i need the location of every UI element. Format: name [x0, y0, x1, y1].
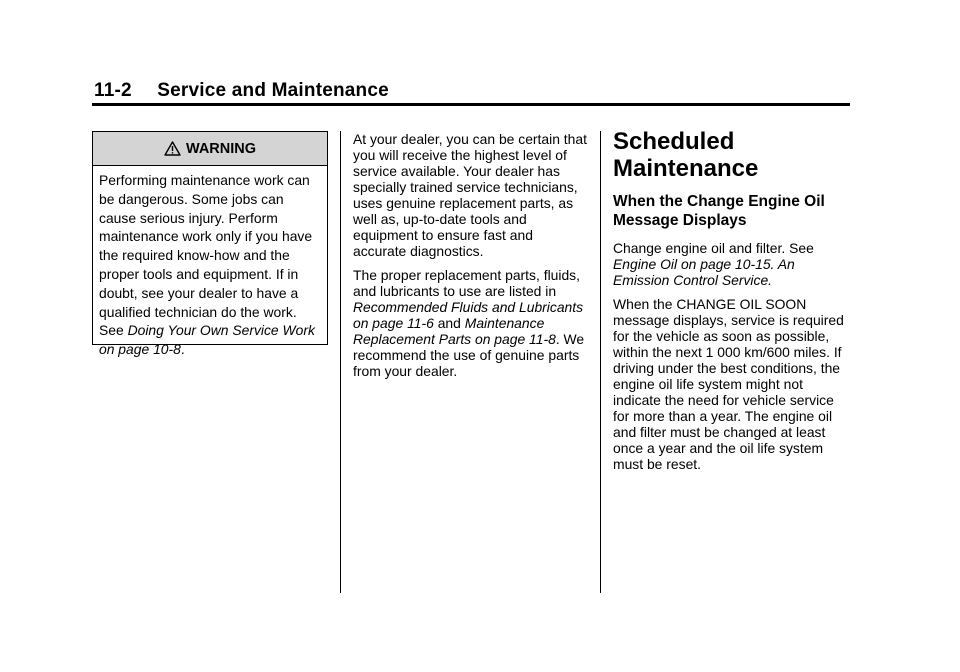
warning-title: WARNING — [185, 140, 257, 157]
column-divider-right — [600, 131, 601, 593]
dealer-paragraph: At your dealer, you can be certain that you will receive the highest level of service available. Your dealer has specially trained service technicians, uses genuine replacement parts, as well as, up-to-date tools and equipment to ensure fast and accurate diagnostics. — [353, 131, 587, 259]
section-title: Service and Maintenance — [157, 80, 389, 101]
page-number: 11-2 — [94, 80, 132, 101]
header-rule — [92, 103, 850, 106]
warning-text: Performing maintenance work can be dangerous. Some jobs can cause serious injury. Perform maintenance work only if you have the required know-how and the proper tools and equipment. If in doubt, see your dealer to have a qualified technician do the work. See Doing Your Own Service Work on page 10-8. — [99, 172, 315, 358]
column-divider-left — [340, 131, 341, 593]
page-header — [94, 80, 389, 102]
warning-box — [92, 131, 328, 358]
parts-reference-link[interactable]: Maintenance Replacement Parts on page 11-8 — [353, 315, 556, 347]
oil-message-paragraph: When the CHANGE OIL SOON message displays, service is required for the vehicle as soon as possible, within the next 1 000 km/600 miles. If driving under the best conditions, the engine oil life system might not indicate the need for vehicle service for more than a year. The engine oil and filter must be changed at least once a year and the oil life system must be reset. — [613, 296, 844, 472]
warning-reference-link[interactable]: Doing Your Own Service Work on page 10-8 — [99, 322, 315, 358]
right-column — [613, 128, 853, 480]
warning-header — [93, 132, 327, 166]
parts-paragraph: The proper replacement parts, fluids, and lubricants to use are listed in Recommended Fluids and Lubricants on page 11-6 and Maintenance Replacement Parts on page 11-8. We recommend the use of genuine parts from your dealer. — [353, 267, 585, 379]
warning-triangle-icon — [164, 141, 181, 156]
middle-column — [353, 131, 589, 387]
oil-change-paragraph: Change engine oil and filter. See Engine Oil on page 10-15. An Emission Control Service. — [613, 240, 814, 288]
engine-oil-reference-link[interactable]: Engine Oil on page 10-15. An Emission Control Service. — [613, 256, 795, 288]
oil-message-subheading: When the Change Engine Oil Message Displays — [613, 193, 825, 229]
fluids-reference-link[interactable]: Recommended Fluids and Lubricants on page 11-6 — [353, 299, 584, 331]
scheduled-maintenance-heading: Scheduled Maintenance — [613, 128, 759, 182]
